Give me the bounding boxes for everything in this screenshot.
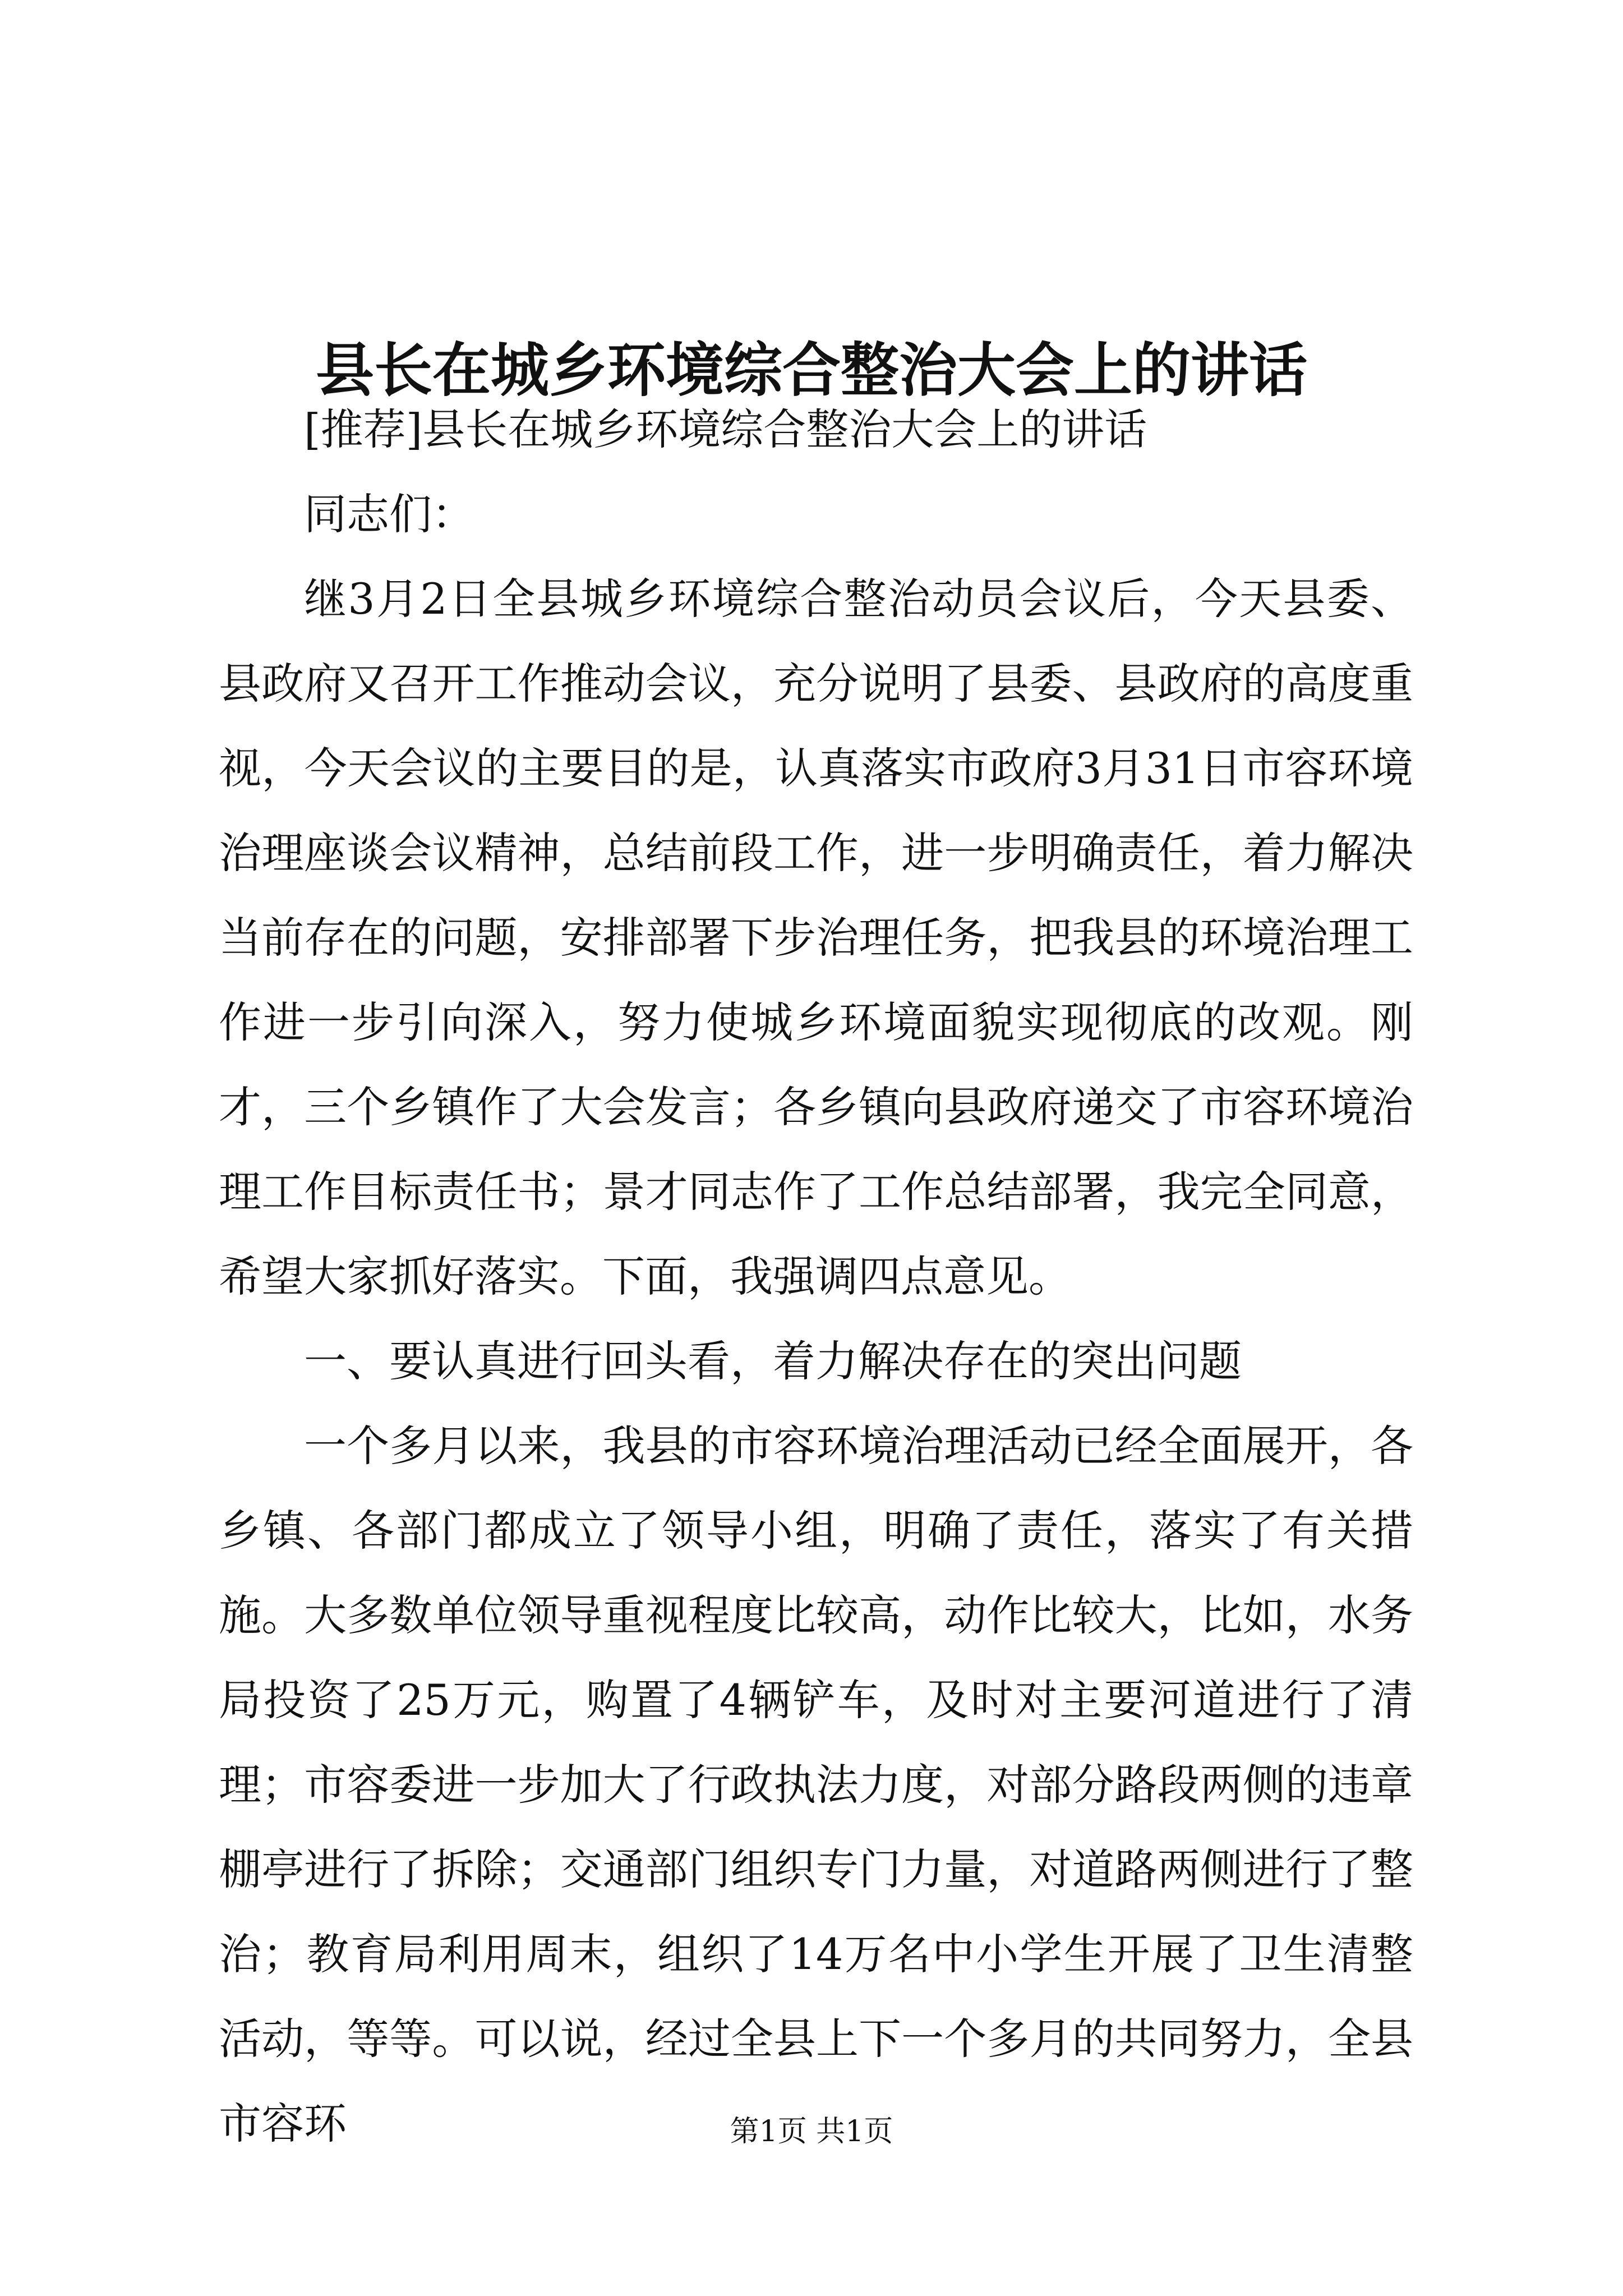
document-body xyxy=(219,387,1413,2166)
paragraph-salutation: 同志们： xyxy=(304,489,474,539)
document-title: 县长在城乡环境综合整治大会上的讲话 xyxy=(315,335,1307,404)
paragraph-recommend-heading: [推荐]县长在城乡环境综合整治大会上的讲话 xyxy=(304,404,1147,454)
paragraph-section-1-body: 一个多月以来，我县的市容环境治理活动已经全面展开，各乡镇、各部门都成立了领导小组，明确了责任，落实了有关措施。大多数单位领导重视程度比较高，动作比较大，比如，水务局投资了25万元，购置了4辆铲车，及时对主要河道进行了清理；市容委进一步加大了行政执法力度，对部分路段两侧的违章棚亭进行了拆除；交通部门组织专门力量，对道路两侧进行了整治；教育局利用周末，组织了14万名中小学生开展了卫生清整活动，等等。可以说，经过全县上下一个多月的共同努力，全县市容环 xyxy=(219,1421,1413,2148)
paragraph-section-heading-1: 一、要认真进行回头看，着力解决存在的突出问题 xyxy=(304,1336,1242,1386)
paragraph-introduction: 继3月2日全县城乡环境综合整治动员会议后，今天县委、县政府又召开工作推动会议，充分说明了县委、县政府的高度重视，今天会议的主要目的是，认真落实市政府3月31日市容环境治理座谈会议精神，总结前段工作，进一步明确责任，着力解决当前存在的问题，安排部署下步治理任务，把我县的环境治理工作进一步引向深入，努力使城乡环境面貌实现彻底的改观。刚才，三个乡镇作了大会发言；各乡镇向县政府递交了市容环境治理工作目标责任书；景才同志作了工作总结部署，我完全同意，希望大家抓好落实。下面，我强调四点意见。 xyxy=(219,574,1413,1301)
page-footer: 第1页 共1页 xyxy=(730,2115,893,2148)
